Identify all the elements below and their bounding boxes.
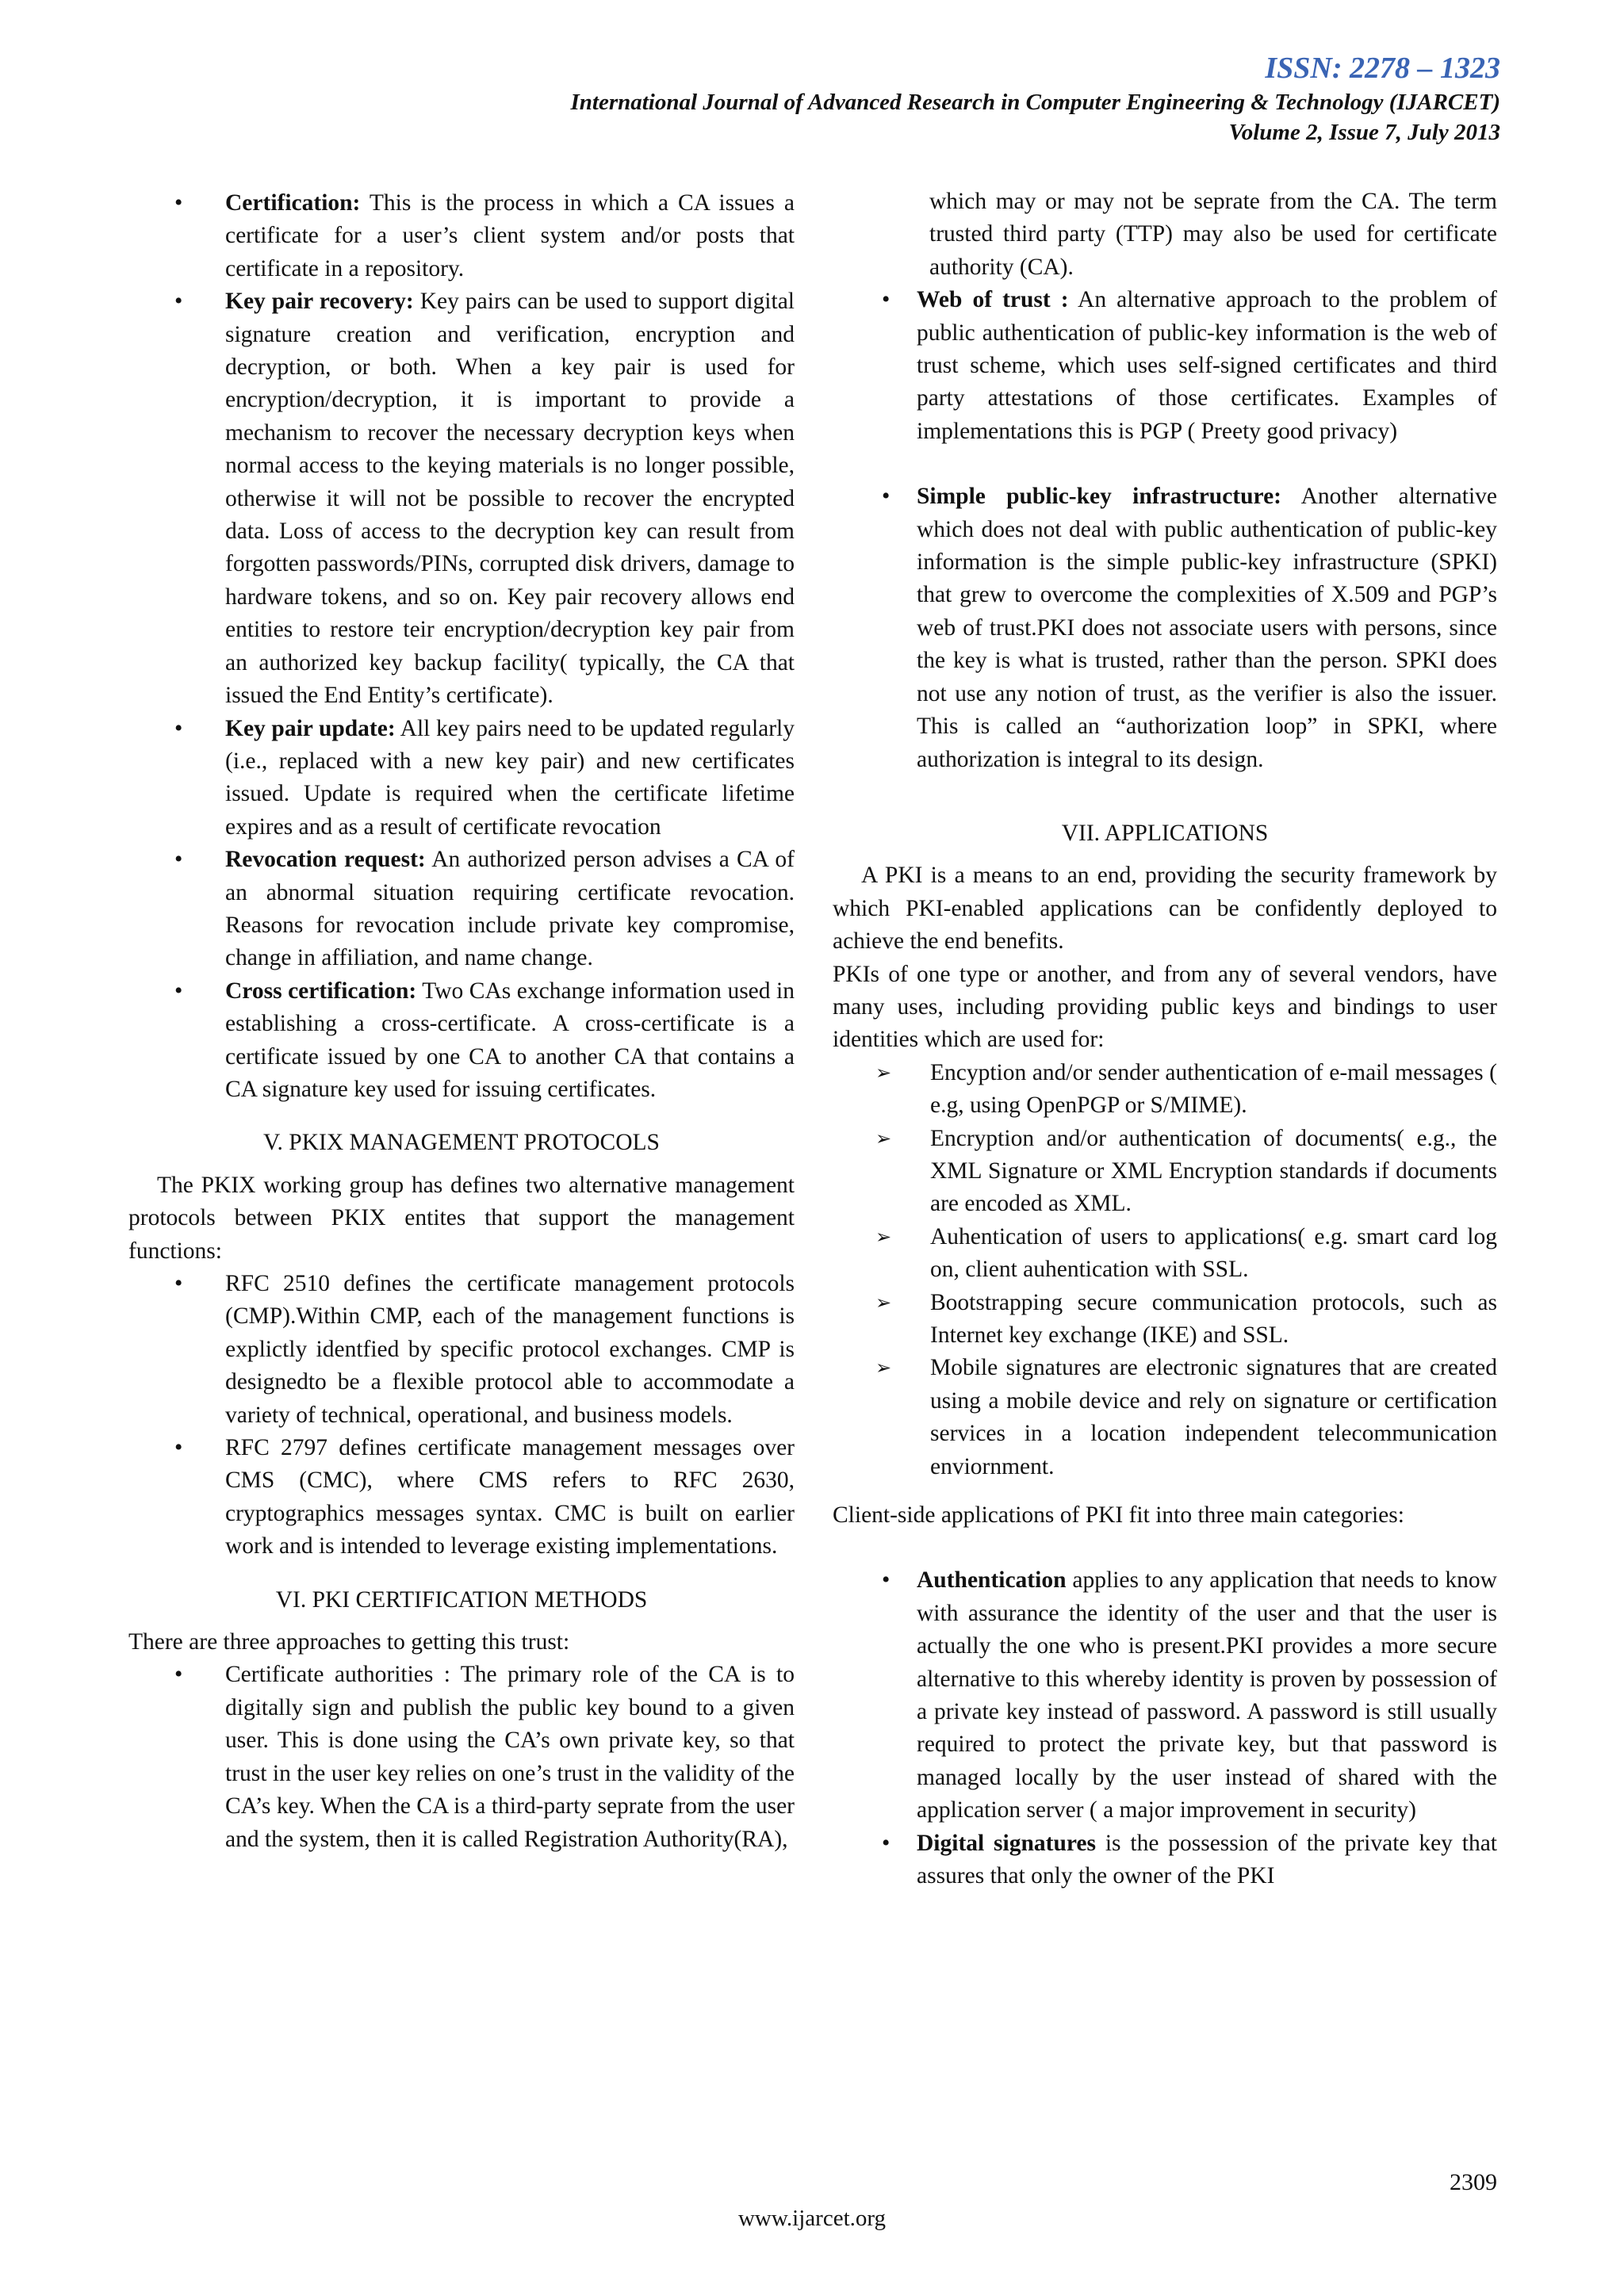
list-item: • Web of trust : An alternative approach to the problem of public authentication of public-key information is the web of trust scheme, which uses self-signed certificates and third party attestations of those certificates. Examples of implementations this is PGP ( Preety good privacy)	[833, 284, 1497, 448]
list-item: • Revocation request: An authorized person advises a CA of an abnormal situation requiring certificate revocation. Reasons for revocation include private key compromise, change in affiliation, and name change.	[128, 844, 795, 975]
section-heading-pkix: V. PKIX MANAGEMENT PROTOCOLS	[263, 1130, 660, 1156]
section-heading-certification-methods: VI. PKI CERTIFICATION METHODS	[275, 1586, 648, 1613]
list-item: ➢ Bootstrapping secure communication protocols, such as Internet key exchange (IKE) and SSL.	[833, 1287, 1497, 1353]
client-applications-list	[833, 1564, 1497, 1892]
paragraph: There are three approaches to getting this trust:	[128, 1629, 570, 1655]
paragraph: PKIs of one type or another, and from any of several vendors, have many uses, including providing public keys and bindings to user identities which are used for:	[833, 961, 1497, 1053]
list-item: • Key pair recovery: Key pairs can be used to support digital signature creation and verification, encryption and decryption, or both. When a key pair is used for encryption/decryption, it is important to provide a mechanism to recover the necessary decryption keys when normal access to the keying materials is no longer possible, otherwise it will not be possible to recover the encrypted data. Loss of access to the decryption key can result from forgotten passwords/PINs, corrupted disk drivers, damage to hardware tokens, and so on. Key pair recovery allows end entities to restore teir encryption/decryption key pair from an authorized key backup facility( typically, the CA that issued the End Entity’s certificate).	[128, 285, 795, 712]
trust-approaches-list	[128, 1659, 795, 1855]
paragraph: A PKI is a means to an end, providing the security framework by which PKI-enabled applications can be confidently deployed to achieve the end benefits.	[833, 863, 1497, 955]
protocols-list	[128, 1268, 795, 1563]
page-number: 2309	[1450, 2169, 1497, 2195]
list-item: ➢ Encryption and/or authentication of documents( e.g., the XML Signature or XML Encryption standards if documents are encoded as XML.	[833, 1123, 1497, 1221]
journal-title: International Journal of Advanced Research in Computer Engineering & Technology (IJARCET)	[570, 90, 1500, 115]
list-item: ➢ Encyption and/or sender authentication of e-mail messages ( e.g, using OpenPGP or S/MIME).	[833, 1057, 1497, 1123]
list-item: • RFC 2797 defines certificate management messages over CMS (CMC), where CMS refers to RFC 2630, cryptographics messages syntax. CMC is built on earlier work and is intended to leverage existing implementations.	[128, 1432, 795, 1563]
paragraph: Client-side applications of PKI fit into three main categories:	[833, 1502, 1404, 1529]
list-item: ➢ Mobile signatures are electronic signatures that are created using a mobile device and rely on signature or certification services in a location independent telecommunication enviornment.	[833, 1352, 1497, 1483]
issn: ISSN: 2278 – 1323	[1265, 52, 1500, 85]
list-item: • Cross certification: Two CAs exchange information used in establishing a cross-certificate. A cross-certificate is a certificate issued by one CA to another CA that contains a CA signature key used for issuing certificates.	[128, 975, 795, 1107]
management-functions-list	[128, 187, 795, 1106]
list-item: • Key pair update: All key pairs need to be updated regularly (i.e., replaced with a new key pair) and new certificates issued. Update is required when the certificate lifetime expires and as a result of certificate revocation	[128, 713, 795, 844]
list-item: ➢ Auhentication of users to applications( e.g. smart card log on, client auhentication with SSL.	[833, 1221, 1497, 1287]
pki-uses-list	[833, 1057, 1497, 1483]
list-item: • Authentication applies to any application that needs to know with assurance the identity of the user and that the user is actually the one who is present.PKI provides a more secure alternative to this whereby identity is proven by possession of a private key instead of password. A password is still usually required to protect the private key, but that password is managed locally by the user instead of shared with the application server ( a major improvement in security)	[833, 1564, 1497, 1827]
running-header	[570, 49, 1500, 147]
left-column	[128, 187, 795, 1856]
paragraph: The PKIX working group has defines two alternative management protocols between PKIX entites that support the management functions:	[128, 1172, 795, 1264]
footer-url: www.ijarcet.org	[737, 2206, 887, 2231]
list-item: • Simple public-key infrastructure: Another alternative which does not deal with public authentication of public-key information is the simple public-key infrastructure (SPKI) that grew to overcome the complexities of X.509 and PGP’s web of trust.PKI does not associate users with persons, since the key is what is trusted, rather than the person. SPKI does not use any notion of trust, as the verifier is also the issuer. This is called an “authorization loop” in SPKI, where authorization is integral to its design.	[833, 480, 1497, 776]
section-heading-applications: VII. APPLICATIONS	[1061, 820, 1269, 846]
continued-item-text: which may or may not be seprate from the CA. The term trusted third party (TTP) may also be used for certificate authority (CA).	[929, 189, 1497, 280]
list-item: • Digital signatures is the possession of the private key that assures that only the owner of the PKI	[833, 1827, 1497, 1893]
list-item: • Certification: This is the process in which a CA issues a certificate for a user’s client system and/or posts that certificate in a repository.	[128, 187, 795, 285]
volume-issue: Volume 2, Issue 7, July 2013	[1228, 120, 1500, 145]
list-item: • RFC 2510 defines the certificate management protocols (CMP).Within CMP, each of the management functions is explictly identfied by specific protocol exchanges. CMP is designedto be a flexible protocol able to accommodate a variety of technical, operational, and business models.	[128, 1268, 795, 1432]
trust-approaches-list-continued	[833, 480, 1497, 776]
list-item: • Certificate authorities : The primary role of the CA is to digitally sign and publish the public key bound to a given user. This is done using the CA’s own private key, so that trust in the user key relies on one’s trust in the validity of the CA’s key. When the CA is a third-party seprate from the user and the system, then it is called Registration Authority(RA),	[128, 1659, 795, 1855]
right-column	[833, 187, 1497, 1893]
trust-approaches-list-continued	[833, 284, 1497, 448]
